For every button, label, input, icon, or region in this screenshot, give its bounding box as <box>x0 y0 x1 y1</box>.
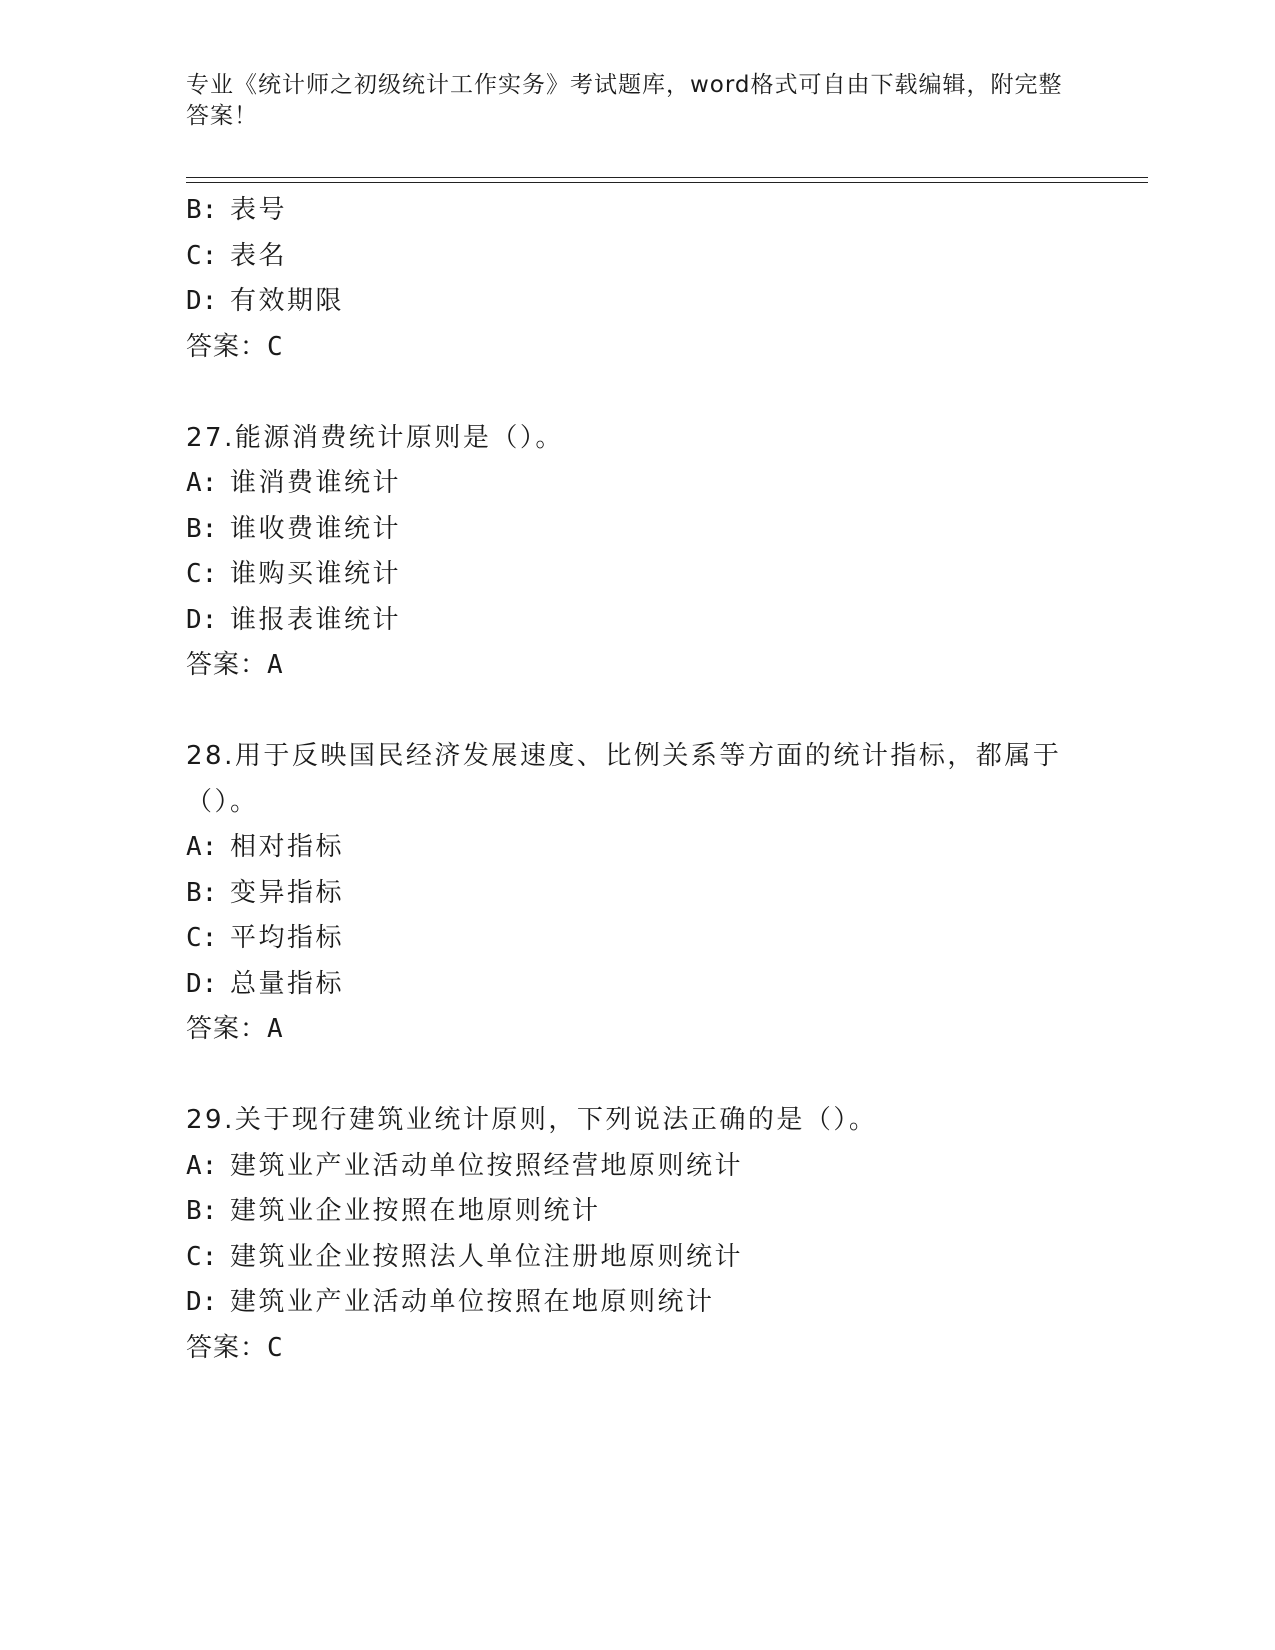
option-text: 总量指标 <box>230 968 345 999</box>
option-letter: C: <box>186 1241 218 1272</box>
option-text: 平均指标 <box>230 923 345 953</box>
option-text: 变异指标 <box>230 877 345 908</box>
spacer <box>186 689 1086 735</box>
option-row <box>186 598 1086 644</box>
answer-label: 答案： <box>186 1014 268 1044</box>
question-stem: 29.关于现行建筑业统计原则，下列说法正确的是（）。 <box>186 1105 878 1135</box>
option-row <box>186 1189 1086 1235</box>
option-text: 建筑业企业按照法人单位注册地原则统计 <box>230 1241 744 1272</box>
option-row <box>186 461 1086 507</box>
answer-value: A <box>267 650 286 680</box>
option-row <box>186 962 1086 1008</box>
option-text: 表号 <box>230 195 288 225</box>
answer-value: A <box>267 1014 286 1044</box>
option-row <box>186 552 1086 598</box>
answer-value: C <box>267 331 286 362</box>
option-letter: B: <box>186 195 218 225</box>
option-letter: D: <box>186 286 218 316</box>
option-text: 建筑业产业活动单位按照在地原则统计 <box>230 1287 715 1317</box>
option-letter: B: <box>186 513 218 544</box>
option-text: 谁收费谁统计 <box>230 513 402 544</box>
answer-row <box>186 643 1086 689</box>
prev-question-block <box>186 188 1086 370</box>
option-row <box>186 825 1086 871</box>
answer-row <box>186 1007 1086 1053</box>
spacer <box>186 1053 1086 1099</box>
option-letter: D: <box>186 604 218 635</box>
header-divider-bottom <box>186 182 1148 183</box>
option-letter: C: <box>186 559 218 589</box>
answer-label: 答案： <box>186 650 268 680</box>
answer-row <box>186 1326 1086 1372</box>
option-letter: A: <box>186 468 218 498</box>
option-letter: A: <box>186 1150 218 1181</box>
option-letter: C: <box>186 923 218 953</box>
option-row <box>186 234 1086 280</box>
option-row <box>186 1280 1086 1326</box>
option-text: 建筑业企业按照在地原则统计 <box>230 1196 601 1226</box>
question-stem: 28.用于反映国民经济发展速度、比例关系等方面的统计指标，都属于（）。 <box>186 741 1062 817</box>
option-text: 建筑业产业活动单位按照经营地原则统计 <box>230 1150 744 1181</box>
option-row <box>186 279 1086 325</box>
answer-row <box>186 325 1086 371</box>
option-letter: D: <box>186 968 218 999</box>
question-block-29 <box>186 1098 1086 1371</box>
option-text: 表名 <box>230 240 288 271</box>
document-header: 专业《统计师之初级统计工作实务》考试题库，word格式可自由下载编辑，附完整答案！ <box>186 72 1063 129</box>
option-letter: B: <box>186 877 218 908</box>
answer-label: 答案： <box>186 1332 268 1363</box>
option-text: 有效期限 <box>230 286 345 316</box>
option-text: 谁消费谁统计 <box>230 468 402 498</box>
option-row <box>186 188 1086 234</box>
option-row <box>186 1144 1086 1190</box>
answer-label: 答案： <box>186 331 268 362</box>
option-row <box>186 507 1086 553</box>
option-text: 谁购买谁统计 <box>230 559 402 589</box>
option-text: 谁报表谁统计 <box>230 604 402 635</box>
question-content <box>186 188 1086 1371</box>
header-divider-top <box>186 177 1148 178</box>
option-row <box>186 871 1086 917</box>
option-text: 相对指标 <box>230 832 345 862</box>
spacer <box>186 370 1086 416</box>
option-letter: D: <box>186 1287 218 1317</box>
option-letter: C: <box>186 240 218 271</box>
question-block-27 <box>186 416 1086 689</box>
option-row <box>186 916 1086 962</box>
option-row <box>186 1235 1086 1281</box>
option-letter: B: <box>186 1196 218 1226</box>
answer-value: C <box>267 1332 286 1363</box>
option-letter: A: <box>186 832 218 862</box>
question-block-28 <box>186 734 1086 1053</box>
question-stem: 27.能源消费统计原则是（）。 <box>186 422 564 453</box>
